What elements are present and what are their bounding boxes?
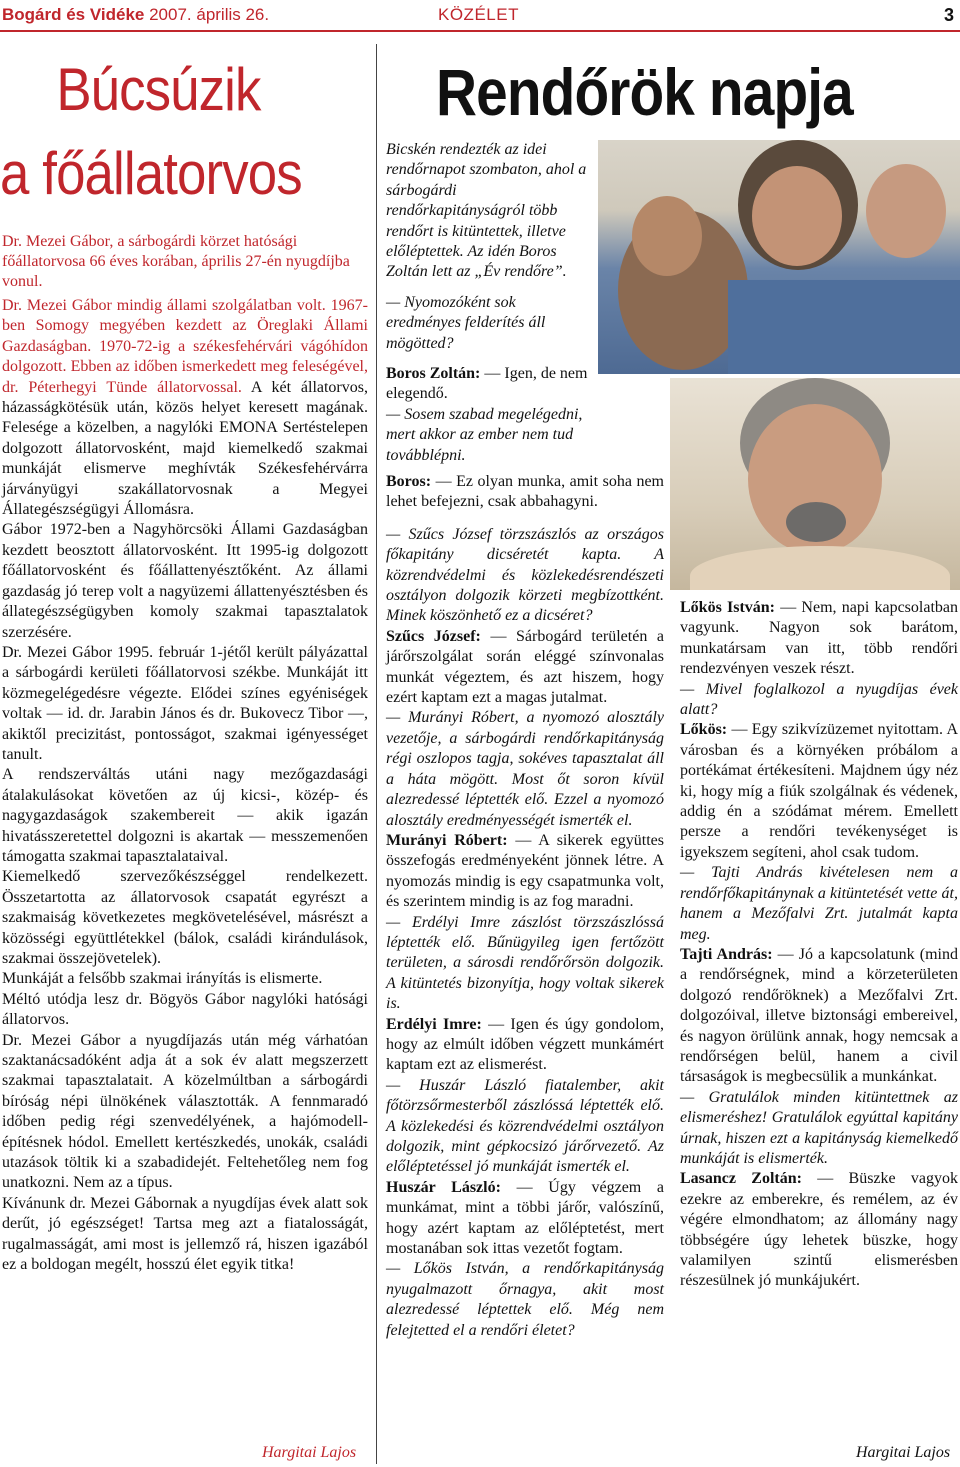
answer-text: — Ez olyan munka, amit soha nem lehet befejezni, csak abbahagyni. <box>386 473 664 511</box>
question: — Gratulálok minden kitüntettnek az elismeréshez! Gratulálok egyúttal kapitány úrnak, hiszen ezt a kapitányság kiemelkedő munkáját is elismerték. <box>680 1088 958 1167</box>
right-article-intro-column <box>386 140 590 466</box>
question: — Erdélyi Imre zászlóst törzszászlóssá léptették elő. Bűnügyileg igen fertőzött területen, a sárosdi rendőrőrsön dolgozik. A kitüntetés bizonyítja, hogy voltak sikerek is. <box>386 913 664 1013</box>
section-name: KÖZÉLET <box>438 5 519 24</box>
question: — Szűcs József törzszászlós az országos főkapitány dicséretét kapta. A közrendvédelmi és közlekedésrendészeti osztályon dolgozik körzeti megbízottként. Minek köszönhető ez a dicséret? <box>386 525 664 625</box>
answer <box>386 1015 664 1076</box>
answer-text: — A sikerek együttes összefogás eredményeként jönnek létre. A nyomozás mindig is egy csapatmunka volt, és szerintem mindig is az fog maradni. <box>386 831 664 911</box>
answer-text: — Nem, napi kapcsolatban vagyunk. Nagyon sok barátom, munkatársam van itt, több rendőri rendezvényen veszek részt. <box>680 599 958 678</box>
speaker-name: Lasancz Zoltán: <box>680 1170 802 1188</box>
speaker-name: Murányi Róbert: <box>386 831 508 849</box>
answer <box>680 598 958 680</box>
speaker-name: Boros Zoltán: <box>386 365 481 383</box>
paragraph: A rendszerváltás utáni nagy mezőgazdasági átalakulásokat követően az új kicsi-, közép- és nagygazdaságok szakembereit — akik igazán hivatásszeretettel dolgozni is akartak — messzemenően támogatta szakmai tapasztalataival. <box>2 766 368 865</box>
answer <box>386 472 664 513</box>
answer <box>386 831 664 913</box>
question: — Lőkös István, a rendőrkapitányság nyugalmazott őrnagya, akit most alezredessé léptettek elő. Még nem felejtetted el a rendőri életet? <box>386 1260 664 1339</box>
issue-date: 2007. április 26. <box>149 5 270 24</box>
speaker-name: Tajti András: <box>680 945 773 963</box>
paragraph-black: A két állatorvos, házasságkötésük után, közös helyet keresett magának. Felesége a közelben, a nagylóki EMONA Sertéstelepen dolgozott állatorvosként, majd kiemelkedő szakmai munkáját elismerve meghívták Székesfehérvárra járványügyi szakállatorvosnak a Megyei Állategészségügyi Állomásra. <box>2 378 368 519</box>
paragraph <box>2 296 368 520</box>
answer-text: — Egy szikvízüzemet nyitottam. A városban és a környéken próbálom a portékámat értékesíteni. Majdnem úgy néz ki, hogy míg a fiúk szolgálnak és védenek, addig én a szódámat mérem. Emellett persze a rendőri tevékenységet is igyekszem segíteni, ahol csak tudom. <box>680 721 958 861</box>
question: — Mivel foglalkozol a nyugdíjas évek alatt? <box>680 680 958 719</box>
paragraph: Méltó utódja lesz dr. Bögyös Gábor nagylóki hatósági állatorvos. <box>2 990 368 1029</box>
paragraph: Munkáját a felsőbb szakmai irányítás is elismerte. <box>2 970 323 988</box>
title-line-2: a főállatorvos <box>0 140 302 207</box>
left-article-title <box>0 48 326 216</box>
speaker-name: Lőkös István: <box>680 599 776 616</box>
right-article-column-2 <box>386 472 664 1341</box>
answer-text: — Igen, de nem elegendő. <box>386 365 588 403</box>
answer-text: — Igen és úgy gondolom, hogy az elmúlt időben végzett munkámért kaptam ezt az elismerést. <box>386 1015 664 1074</box>
paragraph: Dr. Mezei Gábor 1995. február 1-jétől került pályázattal a sárbogárdi kerületi főállatorvosi székbe. Munkáját itt közmegelégedésre végezte. Elődei színes egyéniségek voltak — id. dr. Jarabin János és dr. Bukovecz Tibor —, akiktől precizitást, pontosságot, szakmai igényességet tanult. <box>2 643 368 763</box>
answer <box>680 945 958 1088</box>
lead-text: Dr. Mezei Gábor, a sárbogárdi körzet hatósági főállatorvosa 66 éves korában, április 27-én nyugdíjba vonul. <box>2 233 350 290</box>
answer-text: — Jó a kapcsolatunk (mind a rendőrségnek, mind a körzeterületen dolgozó rendőröknek) a Mezőfalvi Zrt. dolgozóival, illetve biztonsági embereivel, és nagyon örülünk annak, hogy nemcsak a rendőrségen belül, hanem a civil társaságok is megbecsülik a munkánkat. <box>680 945 958 1086</box>
answer <box>386 1178 664 1260</box>
speaker-name: Szűcs József: <box>386 627 481 645</box>
answer-text: — Büszke vagyok ezekre az emberekre, és remélem, az év végére elmondhatom; az állomány nagy többségére úgy lehetek büszke, hogy valamilyen szintű elismerésben részesülnek jó munkájukért. <box>680 1170 958 1290</box>
paper-name: Bogárd és Vidéke <box>2 5 145 24</box>
speaker-name: Boros: <box>386 473 432 490</box>
right-signature: Hargitai Lajos <box>856 1444 951 1461</box>
page-header <box>0 0 960 34</box>
right-article-title: Rendőrök napja <box>436 55 853 129</box>
paragraph: Kiemelkedő szervezőkészséggel rendelkezett. Összetartotta az állatorvosok csapatát egyrészt a szakmaiság következetes megkövetelésével, másrészt a közösségi együttlétekkel (bálok, családi kirándulások, szakmai összejövetelek). <box>2 868 368 967</box>
question: — Huszár László fiatalember, akit főtörzsőrmesterből zászlóssá léptették elő. A közlekedési és közrendvédelmi osztályon dolgozik, mint gépkocsizó járőrvezető. Az előléptetéssel jó munkáját ismerték el. <box>386 1076 664 1176</box>
intro-text: Bicskén rendezték az idei rendőrnapot szombaton, ahol a sárbogárdi rendőrkapitányságról több rendőrt is kitüntettek, illetve előléptettek. Az idén Boros Zoltán lett az „Év rendőre”. <box>386 141 587 281</box>
answer <box>680 720 958 863</box>
answer-text: — Úgy végzem a munkámat, mint a többi járőr, valószínű, hogy azért kaptam az előléptetést, mert mostanában sok ittas vezetőt fogtam. <box>386 1178 665 1258</box>
answer-text: — Sárbogárd területén a járőrszolgálat során eléggé színvonalas munkát végeztem, és azt hiszem, hogy ezért kaptam ezt a magas jutalmat. <box>386 627 665 707</box>
answer <box>386 364 590 405</box>
left-signature: Hargitai Lajos <box>262 1444 357 1461</box>
question: — Sosem szabad megelégedni, mert akkor az ember nem tud továbblépni. <box>386 405 583 464</box>
speaker-name: Huszár László: <box>386 1178 501 1196</box>
paper-masthead <box>2 5 269 25</box>
answer <box>386 627 664 709</box>
paragraph: Kívánunk dr. Mezei Gábornak a nyugdíjas évek alatt sok derűt, jó egészséget! Tartsa meg azt a fiatalosságát, rugalmasságát, ami most is jellemző rá, hiszen igazából ez a boldogan megélt, hosszú élet egyik titka! <box>2 1194 368 1274</box>
page-number: 3 <box>943 5 954 25</box>
column-divider <box>376 44 377 1464</box>
speaker-name: Lőkös: <box>680 721 728 739</box>
paragraph: Gábor 1972-ben a Nagyhörcsöki Állami Gazdaságban kezdett beosztott állatorvosként. Itt 1995-ig dolgozott főállatorvosként és főállattenyésztőként. Az állami gazdaság jó terep volt a nagyüzemi állattenyésztésben és állategészségügyben komoly szakmai tapasztalatok szerzésére. <box>2 521 368 641</box>
paragraph-red: Dr. Mezei Gábor mindig állami szolgálatban volt. 1967-ben Somogy megyében kezdett az Öreglaki Állami Gazdaságban. 1970-72-ig a székesfehérvári vágóhídon dolgozott. Ebben az időben ismerkedett meg feleségével, dr. Péterhegyi Tünde állatorvossal. <box>2 297 368 396</box>
left-article-body <box>2 296 368 1276</box>
right-article-column-3 <box>680 598 958 1292</box>
question: — Tajti András kivételesen nem a rendőrfőkapitánynak a kitüntetését vette át, hanem a Mezőfalvi Zrt. jutalmát kapta meg. <box>680 864 958 943</box>
question: — Murányi Róbert, a nyomozó alosztály vezetője, a sárbogárdi rendőrkapitányság régi oszlopos tagja, sokéves tapasztalat áll a háta mögött. Most őt soron kívül alezredessé léptették elő. Ezzel a nyomozó alosztály eredményességét ismerték el. <box>386 709 664 829</box>
header-rule <box>0 30 960 32</box>
police-officers-photo <box>598 140 960 374</box>
paragraph: Dr. Mezei Gábor a nyugdíjazás után még várhatóan szaktanácsadóként adja át a sok év alatt megszerzett szakmai tapasztalatait. A közelmúltban a sárbogárdi bíróság népi ülnökének választották. A fennmaradó időben pedig régi szenvedélyének, a hajómodell-építésnek hódol. Emellett kertészkedés, unokák, családi utazások töltik ki a szabadidejét. Feltehetőleg nem fog unatkozni. Nem az a típus. <box>2 1031 368 1192</box>
title-line-1: Búcsúzik <box>56 56 261 123</box>
speaker-name: Erdélyi Imre: <box>386 1015 482 1033</box>
answer <box>680 1169 958 1291</box>
boros-zoltan-portrait <box>670 378 960 590</box>
left-article-lead <box>2 232 368 292</box>
question: — Nyomozóként sok eredményes felderítés áll mögötted? <box>386 293 546 352</box>
